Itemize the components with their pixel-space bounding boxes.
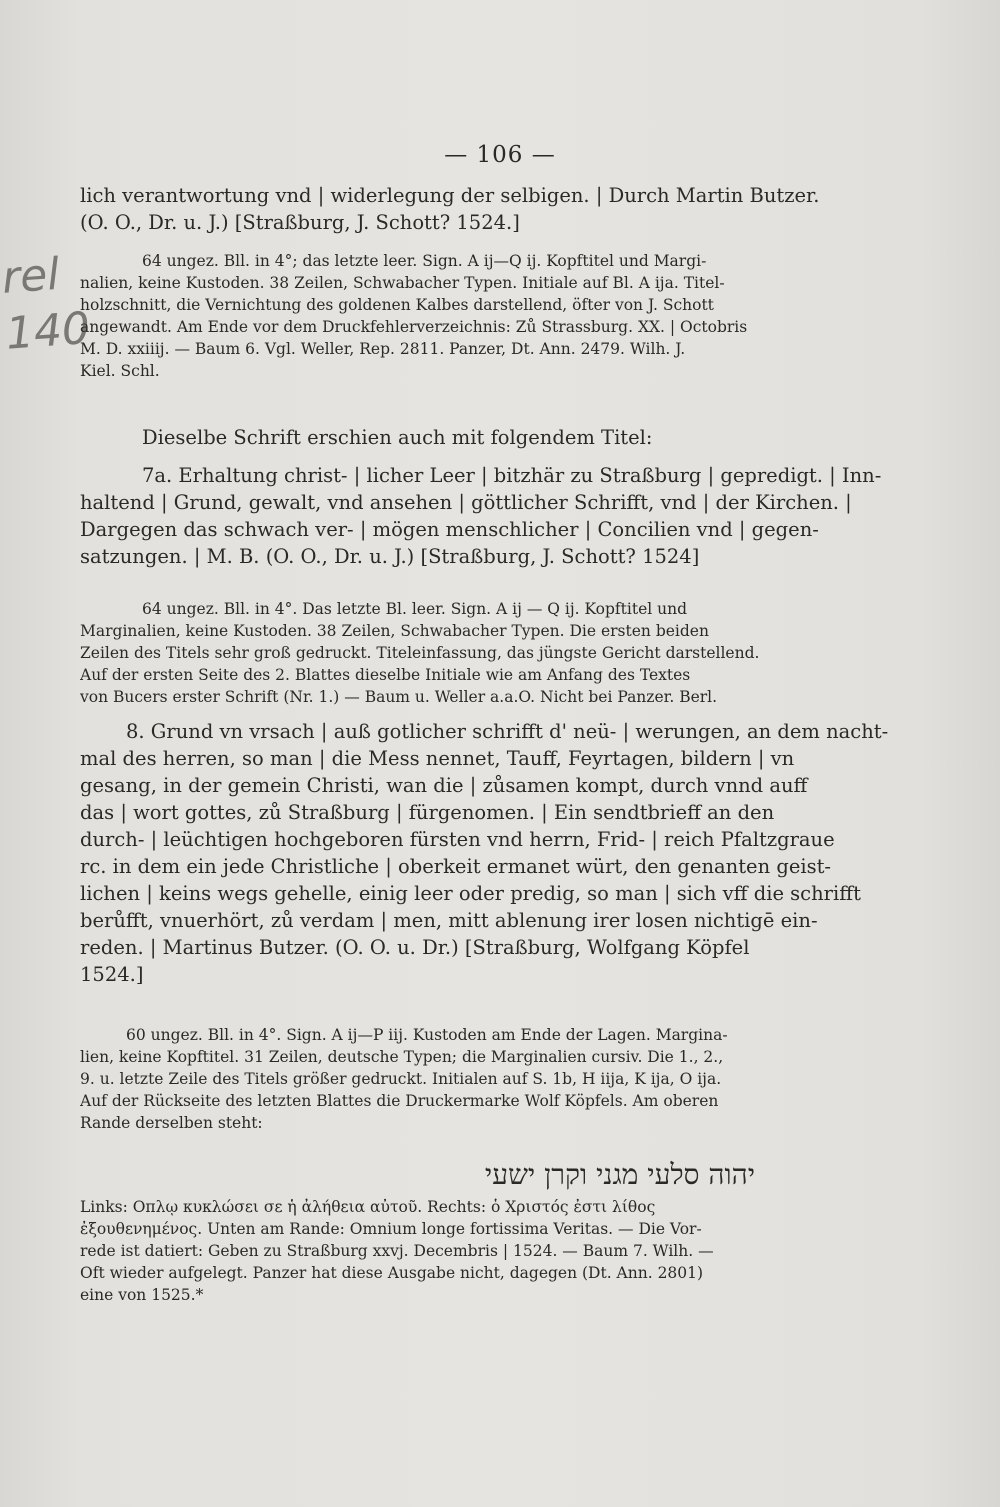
- text-line: lichen | keins wegs gehelle, einig leer oder predig, so man | sich vff die schrifft: [80, 882, 861, 905]
- text-line: rede ist datiert: Geben zu Straßburg xxvj. Decembris | 1524. — Baum 7. Wilh. —: [80, 1242, 714, 1260]
- entry-7-title: [80, 182, 940, 236]
- handwritten-margin-note: [0, 245, 92, 362]
- text-line: Dieselbe Schrift erschien auch mit folgendem Titel:: [142, 426, 653, 449]
- margin-note-line: 140: [4, 302, 92, 360]
- text-line: 7a. Erhaltung christ- | licher Leer | bitzhär zu Straßburg | gepredigt. | Inn-: [142, 464, 882, 487]
- entry-7a-title: [80, 462, 940, 570]
- text-line: von Bucers erster Schrift (Nr. 1.) — Baum u. Weller a.a.O. Nicht bei Panzer. Berl.: [80, 688, 718, 706]
- hebrew-inscription: יהוה סלעי מגני וקרן ישעי: [484, 1158, 756, 1191]
- text-line: (O. O., Dr. u. J.) [Straßburg, J. Schott? 1524.]: [80, 211, 520, 234]
- text-line: 8. Grund vn vrsach | auß gotlicher schrifft d' neü- | werungen, an dem nacht-: [126, 720, 889, 743]
- text-line: 60 ungez. Bll. in 4°. Sign. A ij—P iij. Kustoden am Ende der Lagen. Margina-: [126, 1026, 728, 1044]
- entry-8-inscription-notes: [80, 1196, 940, 1306]
- text-line: Dargegen das schwach ver- | mögen menschlicher | Concilien vnd | gegen-: [80, 518, 819, 541]
- text-line: Auf der ersten Seite des 2. Blattes dieselbe Initiale wie am Anfang des Textes: [80, 666, 691, 684]
- entry-8-title: [80, 718, 940, 988]
- entry-8-description: [80, 1024, 940, 1134]
- text-line: Links: Οπλῳ κυκλώσει σε ἡ ἀλήθεια αὐτοῦ. Rechts: ὁ Χριστός ἐστι λίθος: [80, 1198, 656, 1216]
- text-line: Auf der Rückseite des letzten Blattes die Druckermarke Wolf Köpfels. Am oberen: [80, 1092, 719, 1110]
- entry-7-note: [80, 424, 940, 451]
- text-line: lich verantwortung vnd | widerlegung der selbigen. | Durch Martin Butzer.: [80, 184, 820, 207]
- text-line: Kiel. Schl.: [80, 362, 160, 380]
- text-line: 1524.]: [80, 963, 144, 986]
- text-line: gesang, in der gemein Christi, wan die | zůsamen kompt, durch vnnd auff: [80, 774, 808, 797]
- text-line: haltend | Grund, gewalt, vnd ansehen | göttlicher Schrifft, vnd | der Kirchen. |: [80, 491, 852, 514]
- text-line: 64 ungez. Bll. in 4°; das letzte leer. Sign. A ij—Q ij. Kopftitel und Margi-: [142, 252, 707, 270]
- text-line: 9. u. letzte Zeile des Titels größer gedruckt. Initialen auf S. 1b, H iija, K ija, O ija.: [80, 1070, 722, 1088]
- text-line: mal des herren, so man | die Mess nennet, Tauff, Feyrtagen, bildern | vn: [80, 747, 795, 770]
- text-line: durch- | leüchtigen hochgeboren fürsten vnd herrn, Frid- | reich Pfaltzgraue: [80, 828, 835, 851]
- text-line: berůfft, vnuerhört, zů verdam | men, mitt ablenung irer losen nichtigē ein-: [80, 909, 818, 932]
- text-line: satzungen. | M. B. (O. O., Dr. u. J.) [Straßburg, J. Schott? 1524]: [80, 545, 700, 568]
- text-line: M. D. xxiiij. — Baum 6. Vgl. Weller, Rep. 2811. Panzer, Dt. Ann. 2479. Wilh. J.: [80, 340, 686, 358]
- text-line: das | wort gottes, zů Straßburg | fürgenomen. | Ein sendtbrieff an den: [80, 801, 775, 824]
- text-line: Marginalien, keine Kustoden. 38 Zeilen, Schwabacher Typen. Die ersten beiden: [80, 622, 709, 640]
- text-line: holzschnitt, die Vernichtung des goldenen Kalbes darstellend, öfter von J. Schott: [80, 296, 714, 314]
- text-line: Zeilen des Titels sehr groß gedruckt. Titeleinfassung, das jüngste Gericht darstellend.: [80, 644, 760, 662]
- text-line: rc. in dem ein jede Christliche | oberkeit ermanet würt, den genanten geist-: [80, 855, 832, 878]
- text-line: lien, keine Kopftitel. 31 Zeilen, deutsche Typen; die Marginalien cursiv. Die 1., 2.,: [80, 1048, 724, 1066]
- text-line: ἐξουθενημένος. Unten am Rande: Omnium longe fortissima Veritas. — Die Vor-: [80, 1220, 702, 1238]
- text-line: Rande derselben steht:: [80, 1114, 263, 1132]
- entry-7-description: [80, 250, 940, 382]
- text-line: 64 ungez. Bll. in 4°. Das letzte Bl. leer. Sign. A ij — Q ij. Kopftitel und: [142, 600, 688, 618]
- entry-7a-description: [80, 598, 940, 708]
- text-line: eine von 1525.*: [80, 1286, 204, 1304]
- page-number: — 106 —: [444, 142, 556, 168]
- text-line: nalien, keine Kustoden. 38 Zeilen, Schwabacher Typen. Initiale auf Bl. A ija. Titel-: [80, 274, 725, 292]
- text-line: reden. | Martinus Butzer. (O. O. u. Dr.) [Straßburg, Wolfgang Köpfel: [80, 936, 750, 959]
- margin-note-line: rel: [0, 248, 62, 304]
- text-line: Oft wieder aufgelegt. Panzer hat diese Ausgabe nicht, dagegen (Dt. Ann. 2801): [80, 1264, 704, 1282]
- text-line: angewandt. Am Ende vor dem Druckfehlerverzeichnis: Zů Strassburg. XX. | Octobris: [80, 318, 748, 336]
